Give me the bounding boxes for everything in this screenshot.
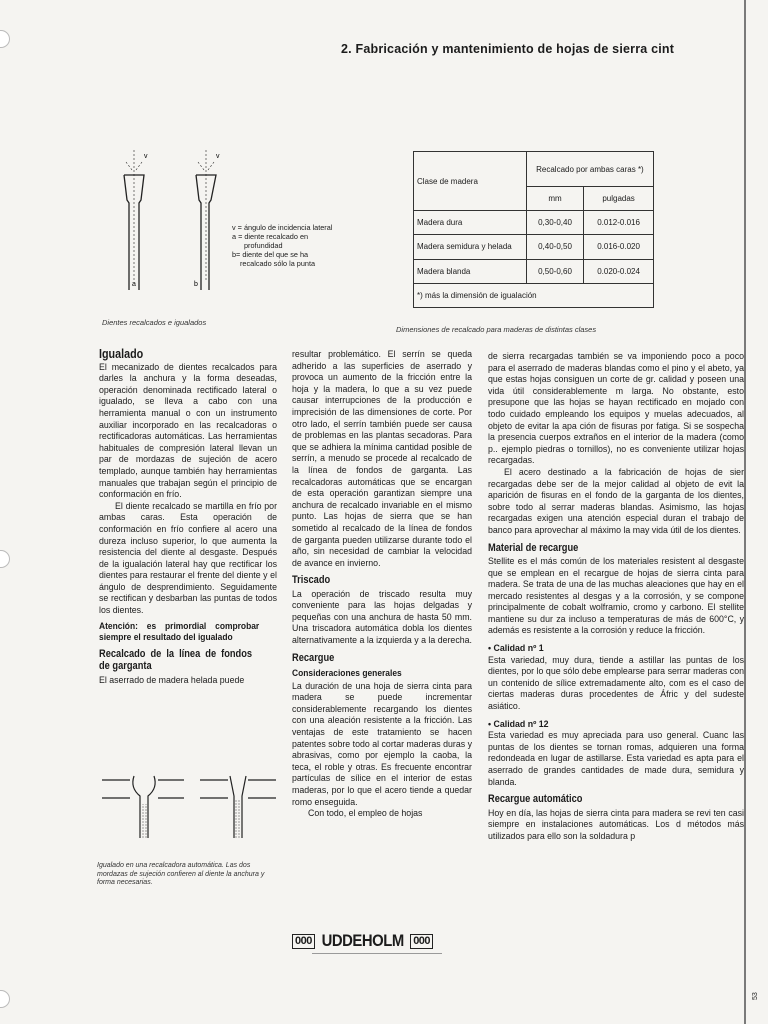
table-cell: Madera semidura y helada [414,235,527,259]
page-edge-line [744,0,746,1024]
paragraph: resultar problemático. El serrín se queda adherido a las superficies de aserrado y provoca un aumento de la fricción entre la hoja y la madera, lo que a su vez puede causar interrupciones de la producción e imprecisión de las dimensiones de corte. Por otro lado, el serrín también puede ser causa de problemas en las plantas secadoras. Para que se adhiera la mínima cantidad posible de serrín, a menudo se procede al recalcado de la línea de fondos de garganta. Las recalcadoras automáticas que se encargan de esta operación garantizan siempre una anchura de recalcado invariable en el mismo punto. Las hojas de sierra que se han sometido al recalcado de la línea de fondos de garganta pueden utilizarse durante todo el año, sin necesidad de cambiar la velocidad de avance en invierno. [292,349,472,568]
logo-name: UDDEHOLM [321,932,404,950]
paragraph: de sierra recargadas también se va imponiendo poco a poco para el aserrado de maderas blandas como el pino y el abeto, ya que estas hojas consiguen un corte de gr. calidad y poseen una vida útil considerablemente m larga. No obstante, esto presupone que las hojas se hayan rectificado en mojado con todo cuidado empleando los equipos y muelas adecuados, al objeto de evitar la apa ción de fisuras por fatiga. Si se sospecha la presencia cuerpos extraños en el interior de la madera (como p.. ejemplo piedras o tornillos), no es conveniente utilizar hojas recargadas. [488,351,744,466]
heading-recargue: Recargue [292,651,335,664]
calidad-1-label: • Calidad nº 1 [488,643,544,654]
legend-line: b= diente del que se ha [232,250,309,259]
table-cell: Madera blanda [414,259,527,283]
punch-hole [0,990,10,1008]
legend-line: recalcado sólo la punta [240,259,316,268]
table-footnote: *) más la dimensión de igualación [414,283,654,307]
punch-hole [0,550,10,568]
label-a: a [132,281,136,288]
paragraph: Esta variedad, muy dura, tiende a astillar las puntas de los dientes, por lo que sólo debe emplearse para serrar maderas con un contenido de sílice extremadamente alto, com es el caso de ciertas maderas duras procedentes de Áfric y del sudeste asiático. [488,654,744,712]
uddeholm-logo [292,932,433,951]
table-header: pulgadas [584,187,654,211]
table-row [414,259,654,283]
subheading-consideraciones: Consideraciones generales [292,667,402,679]
attention-note: Atención: es primordial comprobar siempre el resultado del igualado [99,619,260,643]
text-column-3 [488,351,744,842]
paragraph: Hoy en día, las hojas de sierra cinta para madera se revi ten casi siempre en instalaciones automáticas. Los d métodos más utilizados para ello son la soldadura p [488,807,744,841]
paragraph: El acero destinado a la fabricación de hojas de sier recargadas debe ser de la mejor calidad al objeto de evit la aparición de fisuras en el fondo de la garganta de los dientes, sobre todo al serrar maderas blandas. Asimismo, las hojas recargadas exigen una atención especial duran el trabajo de banco para aprovechar al máximo la may vida útil de los dientes. [488,466,744,535]
figure-caption: Igualado en una recalcadora automática. Las dos mordazas de sujeción confieren al diente la anchura y forma necesarias. [97,862,265,887]
legend-line: a = diente recalcado en [232,232,309,241]
legend-line: v = ángulo de incidencia lateral [232,223,333,232]
paragraph: Con todo, el empleo de hojas [308,808,423,819]
label-v: v [216,153,220,160]
table-cell: 0,30-0,40 [526,211,583,235]
logo-box: 000 [292,934,315,949]
paragraph: La operación de triscado resulta muy conveniente para las hojas delgadas y pequeñas con una anchura de hasta 50 mm. Una triscadora automática dobla los dientes alternativamente a la izquierda y a la derecha. [292,588,472,646]
table-caption: Dimensiones de recalcado para maderas de distintas clases [396,325,597,334]
table-cell: 0.020-0.024 [584,259,654,283]
legend-line: profundidad [244,241,283,250]
table-cell: 0,50-0,60 [526,259,583,283]
heading-recalcado: Recalcado de la línea de fondos de garganta [99,647,253,673]
clamping-jaws-figure [100,770,280,840]
heading-material: Material de recargue [488,541,579,554]
label-b: b [194,281,198,288]
recalcado-table [413,151,654,308]
punch-hole [0,30,10,48]
table-cell: 0.012-0.016 [584,211,654,235]
figure-legend [232,223,382,268]
table-row [414,235,654,259]
page-header: 2. Fabricación y mantenimiento de hojas de sierra cint [341,42,675,56]
table-header: Clase de madera [414,152,527,211]
paragraph: El mecanizado de dientes recalcados para darles la anchura y la forma deseadas, operación denominada rectificado lateral o igualado, se lleva a cabo con una herramienta manual o con un instrumento auxiliar incorporado en las recalcadoras o rectificadoras automáticas. Las herramientas habituales de compresión lateral llevan un par de mordazas de sujeción de acero templado, aunque también hay herramientas manuales que trabajan según el principio de conformación en frío. [99,361,277,500]
edge-page-mark: 53 [752,992,759,1000]
paragraph: El diente recalcado se martilla en frío por ambas caras. Esta operación de conformación en frío confiere al acero una dureza incluso superior, lo que aumenta la resistencia del diente al desgaste. Después de la igualación lateral hay que rectificar los dientes para restaurar el frente del diente y el ángulo de desprendimiento. Seguidamente se rectifican y desbarban las puntas de todos los dientes. [99,500,277,616]
paragraph: Esta variedad es muy apreciada para uso general. Cuanc las puntas de los dientes se tornan romas, adquieren una forma redondeada en lugar de astillarse. Esta variedad es apta para el aserrado de grandes cantidades de made dura, semidura y blanda. [488,730,744,787]
heading-igualado: Igualado [99,347,144,361]
paragraph: La duración de una hoja de sierra cinta para madera se puede incrementar considerablemente recargando los dientes con una aleación resistente a la fricción. Las ventajas de este tratamiento se hacen patentes sobre todo al cortar maderas duras y abrasivas, como por ejemplo la caoba, la teca, el roble y otras. Es frecuente encontrar partículas de sílice en el interior de estas maderas, por lo que el acero tiende a quedar romo enseguida. [292,680,472,807]
paragraph: Stellite es el más común de los materiales resistent al desgaste que se emplean en el recargue de hojas de sierra cinta para madera. Se trata de una de las muchas aleaciones que hay en el mercado resistentes al desgas y a la corrosión, y se compone principalmente de cobalt wolframio, cromo y carbono. El stellite mantiene su dur za incluso a temperaturas de más de 600°C, y además es resistente a la corrosión y reduce la fricción. [488,555,744,636]
table-cell: 0.016-0.020 [584,235,654,259]
table-header: mm [526,187,583,211]
table-header: Recalcado por ambas caras *) [526,152,653,187]
figure-caption: Dientes recalcados e igualados [102,318,207,327]
teeth-figure [110,140,390,300]
text-column-2 [292,349,472,820]
paragraph: El aserrado de madera helada puede [99,674,245,685]
logo-box: 000 [410,934,433,949]
table-cell: Madera dura [414,211,527,235]
text-column-1 [99,349,277,686]
heading-triscado: Triscado [292,574,331,587]
label-v: v [144,153,148,160]
table-row [414,211,654,235]
logo-underline [312,953,442,954]
calidad-12-label: • Calidad nº 12 [488,718,549,729]
heading-automatico: Recargue automático [488,793,583,806]
table-cell: 0,40-0,50 [526,235,583,259]
